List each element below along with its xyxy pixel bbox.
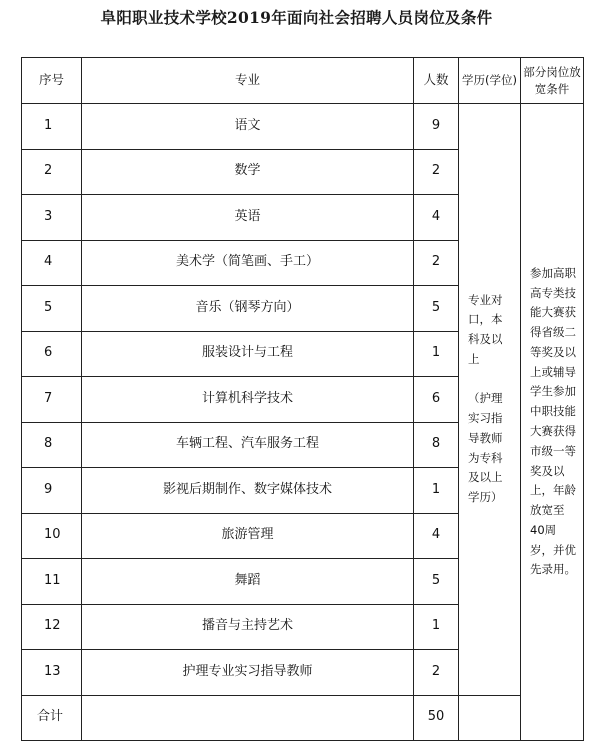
row-seq: 5 (22, 286, 82, 332)
row-count: 8 (414, 422, 459, 468)
total-label: 合计 (22, 695, 82, 741)
page-title: 阜阳职业技术学校2019年面向社会招聘人员岗位及条件 (100, 8, 493, 27)
row-seq: 11 (22, 559, 82, 605)
row-major: 旅游管理 (82, 513, 414, 559)
row-major: 护理专业实习指导教师 (82, 650, 414, 696)
row-count: 1 (414, 331, 459, 377)
row-major: 音乐（钢琴方向） (82, 286, 414, 332)
header-count: 人数 (414, 58, 459, 104)
row-count: 1 (414, 468, 459, 514)
row-major: 舞蹈 (82, 559, 414, 605)
total-empty-cell (82, 695, 414, 741)
table-header-row (22, 58, 584, 104)
row-major: 车辆工程、汽车服务工程 (82, 422, 414, 468)
row-seq: 7 (22, 377, 82, 423)
row-major: 计算机科学技术 (82, 377, 414, 423)
row-seq: 1 (22, 104, 82, 150)
education-requirement: 专业对口，本科及以上 （护理实习指导教师为专科及以上学历） (459, 104, 521, 696)
row-count: 1 (414, 604, 459, 650)
table-row (22, 104, 584, 150)
row-seq: 8 (22, 422, 82, 468)
recruitment-table (21, 57, 584, 741)
header-major: 专业 (82, 58, 414, 104)
header-seq: 序号 (22, 58, 82, 104)
row-major: 美术学（简笔画、手工） (82, 240, 414, 286)
row-seq: 6 (22, 331, 82, 377)
row-major: 影视后期制作、数字媒体技术 (82, 468, 414, 514)
row-major: 数学 (82, 149, 414, 195)
relaxed-conditions: 参加高职高专类技能大赛获得省级二等奖及以上或辅导学生参加中职技能大赛获得市级一等奖及以上，年龄放宽至40周岁，并优先录用。 (521, 104, 584, 741)
row-count: 5 (414, 559, 459, 605)
row-seq: 10 (22, 513, 82, 559)
row-count: 4 (414, 195, 459, 241)
row-count: 2 (414, 650, 459, 696)
row-seq: 9 (22, 468, 82, 514)
row-seq: 12 (22, 604, 82, 650)
total-education-empty (459, 695, 521, 741)
row-seq: 2 (22, 149, 82, 195)
row-count: 2 (414, 149, 459, 195)
row-count: 4 (414, 513, 459, 559)
row-count: 2 (414, 240, 459, 286)
row-seq: 13 (22, 650, 82, 696)
total-count: 50 (414, 695, 459, 741)
header-education: 学历(学位) (459, 58, 521, 104)
row-seq: 3 (22, 195, 82, 241)
row-major: 英语 (82, 195, 414, 241)
row-count: 9 (414, 104, 459, 150)
row-major: 语文 (82, 104, 414, 150)
total-row (22, 695, 584, 741)
row-seq: 4 (22, 240, 82, 286)
table-body (22, 104, 584, 741)
row-count: 6 (414, 377, 459, 423)
header-relaxed: 部分岗位放宽条件 (521, 58, 584, 104)
row-major: 播音与主持艺术 (82, 604, 414, 650)
row-count: 5 (414, 286, 459, 332)
row-major: 服装设计与工程 (82, 331, 414, 377)
